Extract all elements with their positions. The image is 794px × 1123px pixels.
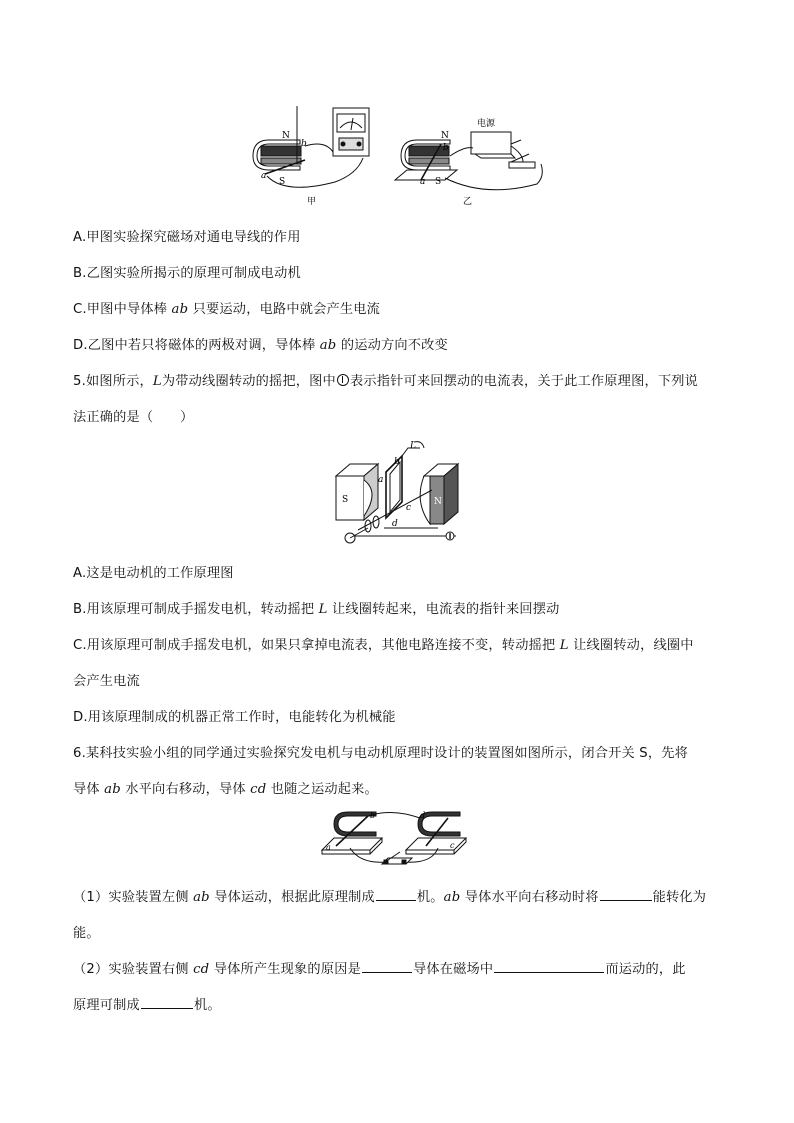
q5-fig-d: d [392,519,398,529]
q6-sub2-line1: （2）实验装置右侧 cd 导体所产生现象的原因是 导体在磁场中 而运动的，此 [73,962,686,977]
q6-fig-d: d [420,811,426,820]
jia-label-S: S [279,177,286,187]
ammeter-icon [337,374,349,386]
q6-stem-line2: 导体 ab 水平向右移动，导体 cd 也随之运动起来。 [73,782,378,797]
q6-blank-2[interactable] [600,888,652,901]
yi-label-power: 电源 [477,119,496,129]
q6-sub1-line2: 能。 [73,926,100,941]
q4-option-d[interactable]: D.乙图中若只将磁体的两极对调，导体棒 ab 的运动方向不改变 [73,338,448,353]
q5-fig-N: N [434,497,442,507]
q6-stem-line1: 6.某科技实验小组的同学通过实验探究发电机与电动机原理时设计的装置图如图所示，闭合开关 S，先将 [73,746,688,761]
yi-label-S: S [435,177,442,187]
yi-label-N: N [441,131,449,141]
figure-generator-coil [328,436,466,548]
q6-fig-a: a [326,843,331,852]
q6-sub1-line1: （1）实验装置左侧 ab 导体运动，根据此原理制成 机。ab 导体水平向右移动时将 能转化为 [73,890,707,905]
q5-option-b[interactable]: B.用该原理可制成手摇发电机，转动摇把 L 让线圈转起来，电流表的指针来回摆动 [73,602,560,617]
yi-apparatus [395,132,542,190]
q5-stem-line1: 5.如图所示，L为带动线圈转动的摇把，图中 表示指针可来回摆动的电流表，关于此工作原理图，下列说 [73,374,699,389]
jia-apparatus [253,106,369,187]
yi-label-b: b [443,143,449,153]
q5-option-a[interactable]: A.这是电动机的工作原理图 [73,566,234,581]
q5-fig-c: c [406,503,412,513]
q6-sub2-line2: 原理可制成 机。 [73,998,221,1013]
q5-option-c[interactable]: C.用该原理可制成手摇发电机，如果只拿掉电流表，其他电路连接不变，转动摇把 L 让线圈转动，线圈中 [73,638,694,653]
jia-caption: 甲 [307,197,317,207]
q5-fig-a: a [378,475,384,485]
figure-two-magnets [320,804,470,872]
yi-caption: 乙 [463,197,473,207]
q5-option-d[interactable]: D.用该原理制成的机器正常工作时，电能转化为机械能 [73,710,396,725]
q6-blank-5[interactable] [141,996,193,1009]
q6-blank-3[interactable] [362,960,412,973]
q4-option-c[interactable]: C.甲图中导体棒 ab 只要运动，电路中就会产生电流 [73,302,381,317]
jia-label-a: a [261,171,267,181]
jia-label-N: N [282,131,290,141]
q5-stem-line2: 法正确的是（ ） [73,410,194,425]
q5-fig-L: L [410,441,416,451]
q5-option-c-cont: 会产生电流 [73,674,140,689]
q6-blank-1[interactable] [376,888,416,901]
jia-label-b: b [301,139,307,149]
figure-jia-yi [245,100,550,210]
q6-fig-b: b [370,811,376,820]
q4-option-a[interactable]: A.甲图实验探究磁场对通电导线的作用 [73,230,301,245]
q5-fig-b: b [394,457,400,467]
q6-blank-4[interactable] [494,960,604,973]
q5-fig-S: S [342,495,349,505]
q4-option-b[interactable]: B.乙图实验所揭示的原理可制成电动机 [73,266,301,281]
q6-fig-c: c [450,841,455,850]
yi-label-a: a [420,177,426,187]
